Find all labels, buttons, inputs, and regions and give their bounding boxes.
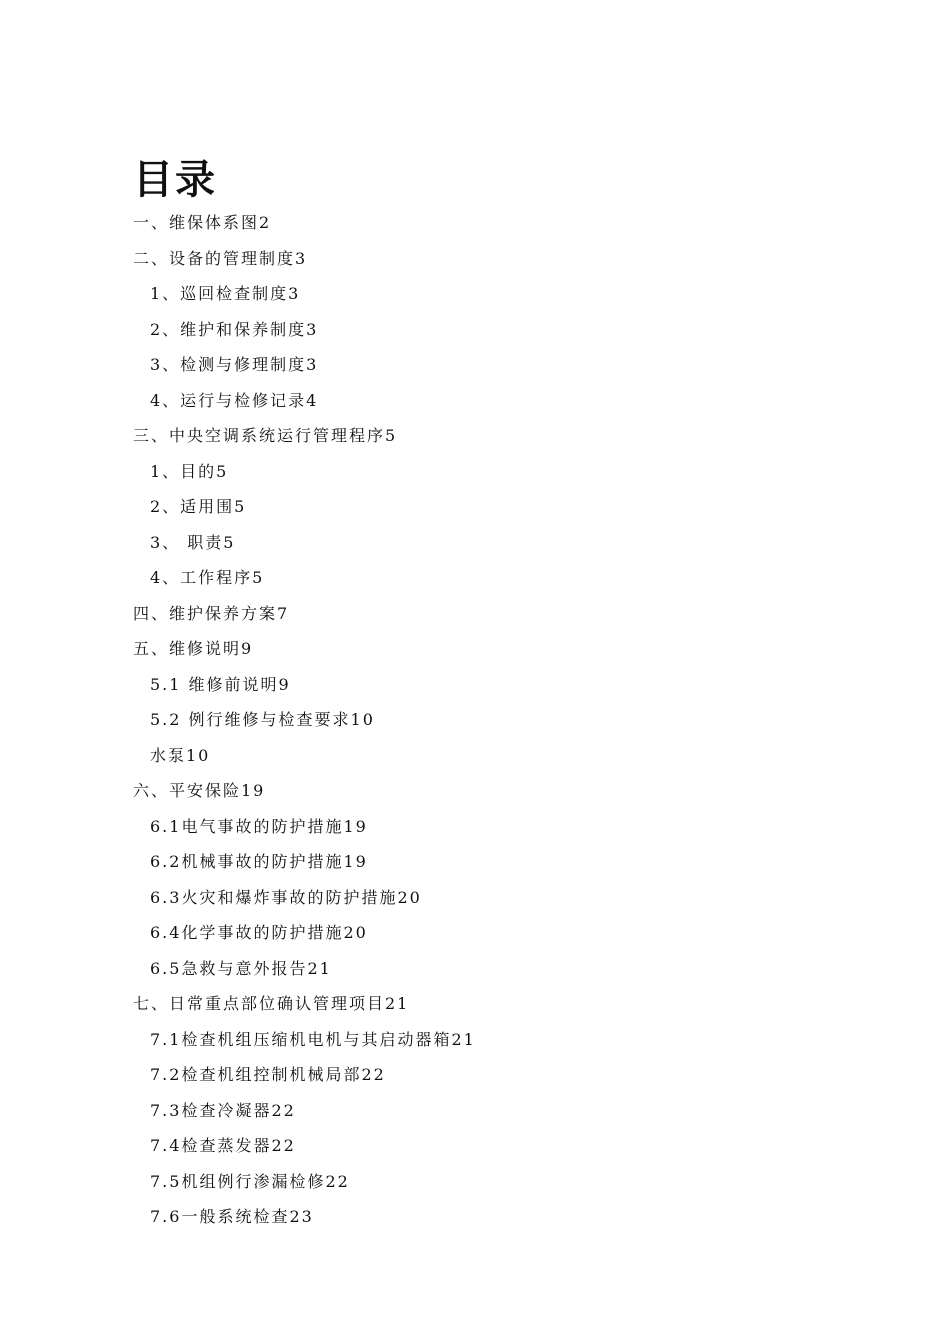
toc-subsection-entry[interactable]: 3、检测与修理制度3 — [150, 355, 319, 374]
toc-subsection-entry[interactable]: 1、巡回检查制度3 — [150, 284, 301, 303]
toc-subsection-entry[interactable]: 7.2检查机组控制机械局部22 — [150, 1065, 386, 1084]
toc-subsection-entry[interactable]: 7.4检查蒸发器22 — [150, 1136, 296, 1155]
toc-subsection-entry[interactable]: 4、工作程序5 — [150, 568, 265, 587]
toc-subsection-entry[interactable]: 2、适用围5 — [150, 497, 247, 516]
toc-subsection-entry[interactable]: 6.5急救与意外报告21 — [150, 958, 332, 978]
toc-subsection-entry[interactable]: 7.6一般系统检查23 — [150, 1207, 314, 1226]
toc-section-entry[interactable]: 七、日常重点部位确认管理项目21 — [133, 994, 410, 1013]
toc-subsection-entry[interactable]: 6.3火灾和爆炸事故的防护措施20 — [150, 887, 422, 907]
toc-subsection-entry[interactable]: 5.1 维修前说明9 — [150, 674, 291, 694]
toc-section-entry[interactable]: 四、维护保养方案7 — [133, 603, 290, 623]
page-title: 目录 — [133, 157, 217, 203]
toc-subsection-entry[interactable]: 3、 职责5 — [150, 532, 236, 552]
toc-subsection-entry[interactable]: 2、维护和保养制度3 — [150, 319, 319, 339]
toc-subsection-entry[interactable]: 水泵10 — [150, 745, 211, 765]
toc-section-entry[interactable]: 六、平安保险19 — [133, 781, 266, 800]
toc-subsection-entry[interactable]: 1、目的5 — [150, 461, 229, 481]
toc-subsection-entry[interactable]: 7.5机组例行渗漏检修22 — [150, 1171, 350, 1191]
toc-section-entry[interactable]: 三、中央空调系统运行管理程序5 — [133, 426, 398, 445]
toc-section-entry[interactable]: 二、设备的管理制度3 — [133, 248, 308, 268]
toc-subsection-entry[interactable]: 6.2机械事故的防护措施19 — [150, 852, 368, 871]
toc-subsection-entry[interactable]: 7.3检查冷凝器22 — [150, 1100, 296, 1120]
toc-subsection-entry[interactable]: 4、运行与检修记录4 — [150, 390, 319, 410]
toc-subsection-entry[interactable]: 7.1检查机组压缩机电机与其启动器箱21 — [150, 1029, 476, 1049]
table-of-contents — [0, 205, 950, 1235]
toc-subsection-entry[interactable]: 6.1电气事故的防护措施19 — [150, 816, 368, 836]
toc-section-entry[interactable]: 五、维修说明9 — [133, 639, 254, 658]
toc-section-entry[interactable]: 一、维保体系图2 — [133, 213, 272, 232]
toc-subsection-entry[interactable]: 5.2 例行维修与检查要求10 — [150, 710, 375, 729]
toc-subsection-entry[interactable]: 6.4化学事故的防护措施20 — [150, 923, 368, 942]
